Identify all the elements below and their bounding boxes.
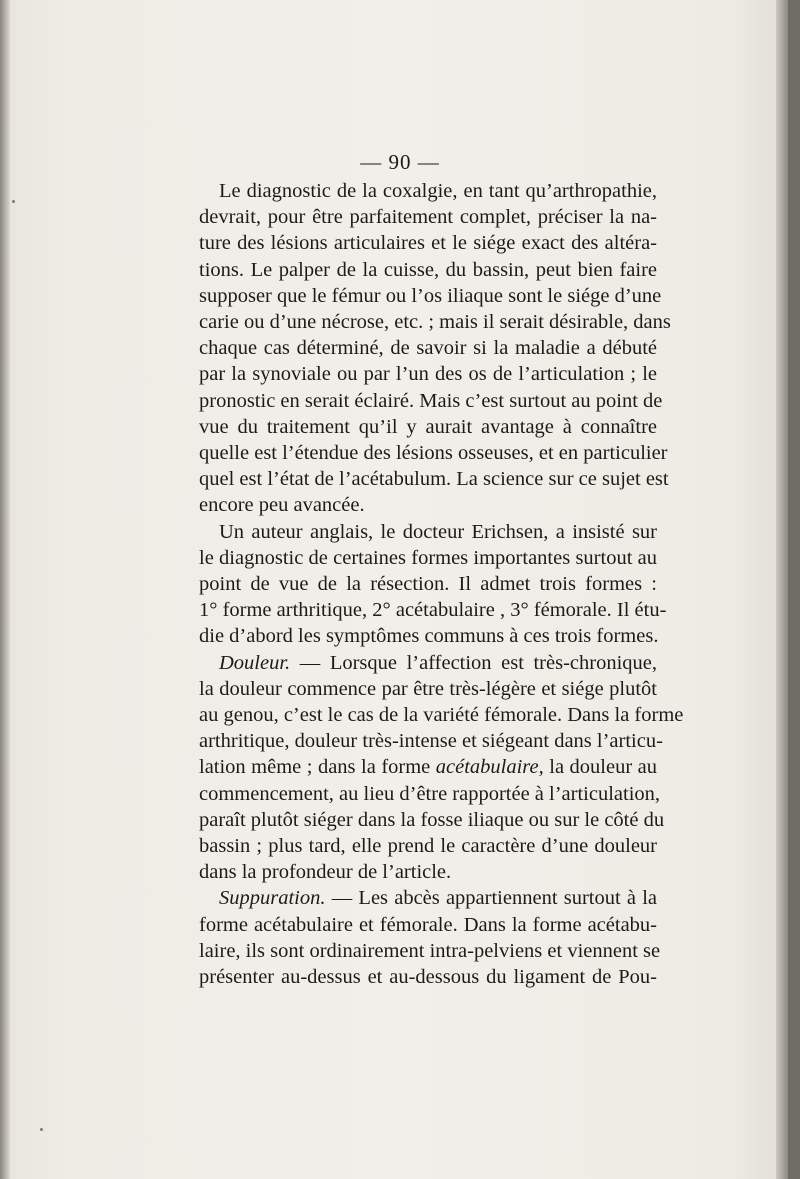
text-line: présenter au-dessus et au-dessous du ligament de Pou- [199,966,657,989]
text-line: paraît plutôt siéger dans la fosse iliaque ou sur le côté du [199,808,665,831]
text-line: forme acétabulaire et fémorale. Dans la forme acétabu- [199,913,657,936]
text-line: bassin ; plus tard, elle prend le caractère d’une douleur [199,835,657,858]
text-line [199,650,657,676]
text-line: encore peu avancée. [199,494,365,517]
paper-speck [40,1128,43,1131]
text-line: supposer que le fémur ou l’os iliaque sont le siége d’une [199,284,662,307]
paragraph-erichsen [199,519,667,650]
page-edge [776,0,788,1179]
paragraph-diagnostic [199,178,671,519]
paper-speck [12,200,15,203]
text-line: commencement, au lieu d’être rapportée à l’articulation, [199,782,661,805]
text-run: lation même ; dans la forme [199,756,431,779]
text-line: Le diagnostic de la coxalgie, en tant qu’arthropathie, [219,180,657,202]
text-line: vue du traitement qu’il y aurait avantage à connaître [199,415,657,438]
text-run: — Lorsque l’affection est très-chronique, [290,651,657,674]
page-number: — 90 — [360,150,440,174]
text-line: pronostic en serait éclairé. Mais c’est surtout au point de [199,389,663,412]
text-line: chaque cas déterminé, de savoir si la maladie a débuté [199,337,657,360]
text-line: devrait, pour être parfaitement complet, préciser la na- [199,206,657,229]
text-line: arthritique, douleur très-intense et siégeant dans l’articu- [199,730,663,753]
text-line: quel est l’état de l’acétabulum. La science sur ce sujet est [199,468,669,491]
text-run: — Les abcès appartiennent surtout à la [325,887,657,910]
paragraph-suppuration [199,885,661,990]
text-line: point de vue de la résection. Il admet trois formes : [199,573,657,596]
text-run: la douleur au [543,756,657,779]
section-heading-suppuration: Suppuration. [219,887,326,910]
text-line [199,754,657,780]
text-line: 1° forme arthritique, 2° acétabulaire , 3° fémorale. Il étu- [199,599,667,622]
paragraph-douleur [199,650,684,886]
section-heading-douleur: Douleur. [219,651,291,674]
body-text [199,178,684,990]
text-line: quelle est l’étendue des lésions osseuses, et en particulier [199,442,668,465]
text-line: tions. Le palper de la cuisse, du bassin, peut bien faire [199,258,657,281]
text-line [199,885,657,911]
text-line: dans la profondeur de l’article. [199,861,452,884]
text-line: die d’abord les symptômes communs à ces trois formes. [199,625,659,648]
italic-term: acétabulaire, [435,756,544,779]
text-line: Un auteur anglais, le docteur Erichsen, a insisté sur [219,520,657,543]
text-line: laire, ils sont ordinairement intra-pelviens et viennent se [199,939,661,962]
text-line: ture des lésions articulaires et le siége exact des altéra- [199,232,657,255]
page-shadow-left [0,0,10,1179]
text-line: carie ou d’une nécrose, etc. ; mais il serait désirable, dans [199,311,671,334]
text-line: la douleur commence par être très-légère et siége plutôt [199,677,657,700]
text-line: par la synoviale ou par l’un des os de l’articulation ; le [199,363,657,386]
text-line: le diagnostic de certaines formes importantes surtout au [199,546,657,569]
text-line: au genou, c’est le cas de la variété fémorale. Dans la forme [199,704,684,727]
